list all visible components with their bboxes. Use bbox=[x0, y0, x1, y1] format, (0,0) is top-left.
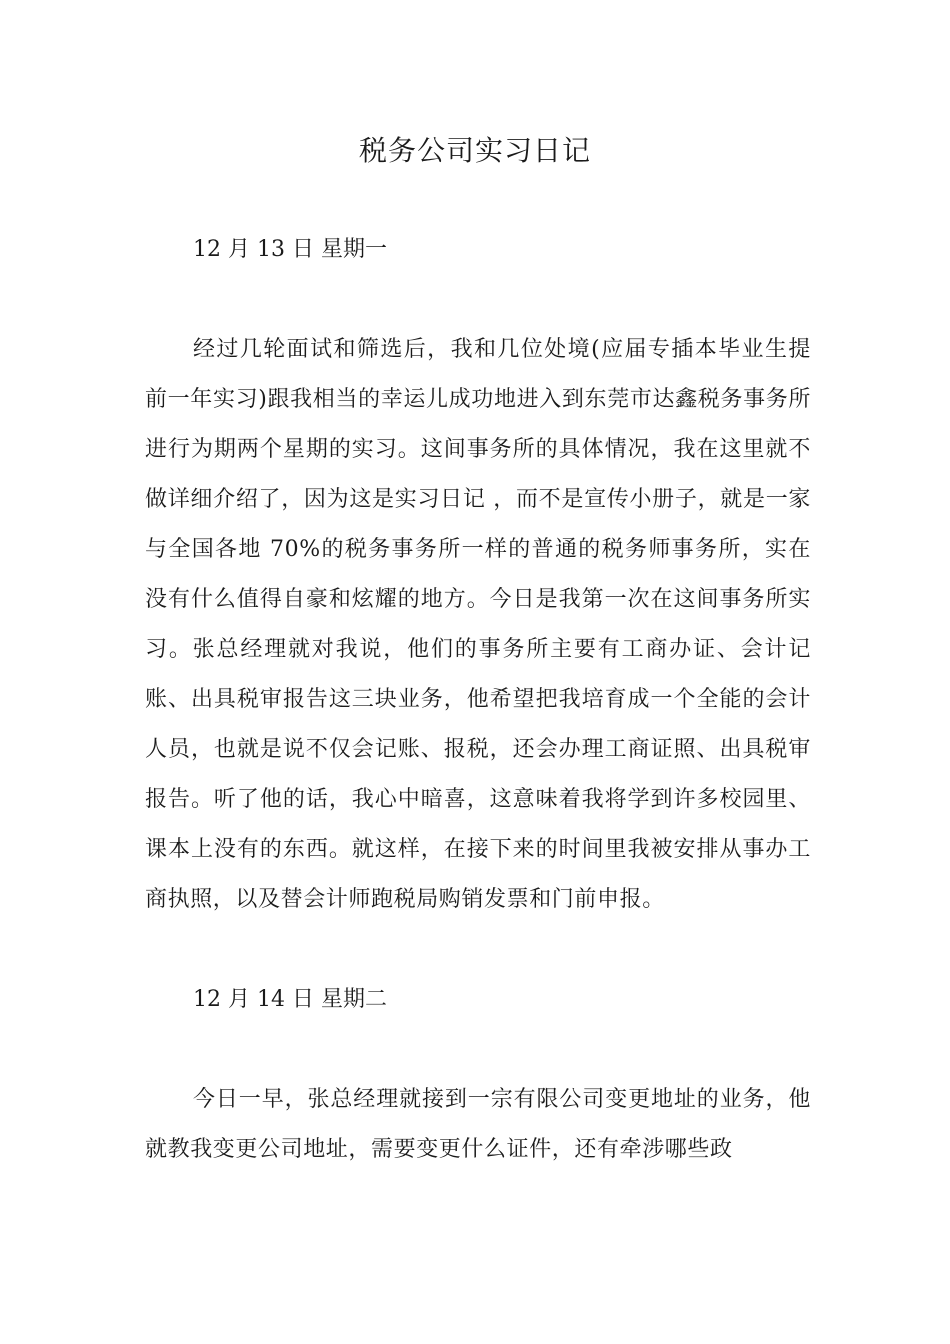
blank-line bbox=[145, 925, 811, 975]
document-body bbox=[145, 225, 811, 1175]
entry-date: 12 月 13 日 星期一 bbox=[193, 237, 387, 262]
entry-paragraph: 经过几轮面试和筛选后，我和几位处境(应届专插本毕业生提前一年实习)跟我相当的幸运儿成功地进入到东莞市达鑫税务事务所进行为期两个星期的实习。这间事务所的具体情况，我在这里就不做详细介绍了，因为这是实习日记 ，而不是宣传小册子，就是一家与全国各地 70%的税务事务所一样的普通的税务师事务所，实在没有什么值得自豪和炫耀的地方。今日是我第一次在这间事务所实习。张总经理就对我说，他们的事务所主要有工商办证、会计记账、出具税审报告这三块业务，他希望把我培育成一个全能的会计人员，也就是说不仅会记账、报税，还会办理工商证照、出具税审报告。听了他的话，我心中暗喜，这意味着我将学到许多校园里、课本上没有的东西。就这样，在接下来的时间里我被安排从事办工商执照，以及替会计师跑税局购销发票和门前申报。 bbox=[145, 337, 811, 912]
blank-line bbox=[145, 275, 811, 325]
document-title: 税务公司实习日记 bbox=[358, 134, 591, 167]
entry-date: 12 月 14 日 星期二 bbox=[193, 987, 387, 1012]
entry-paragraph: 今日一早，张总经理就接到一宗有限公司变更地址的业务，他就教我变更公司地址，需要变更什么证件，还有牵涉哪些政 bbox=[145, 1087, 811, 1162]
blank-line bbox=[145, 1025, 811, 1075]
